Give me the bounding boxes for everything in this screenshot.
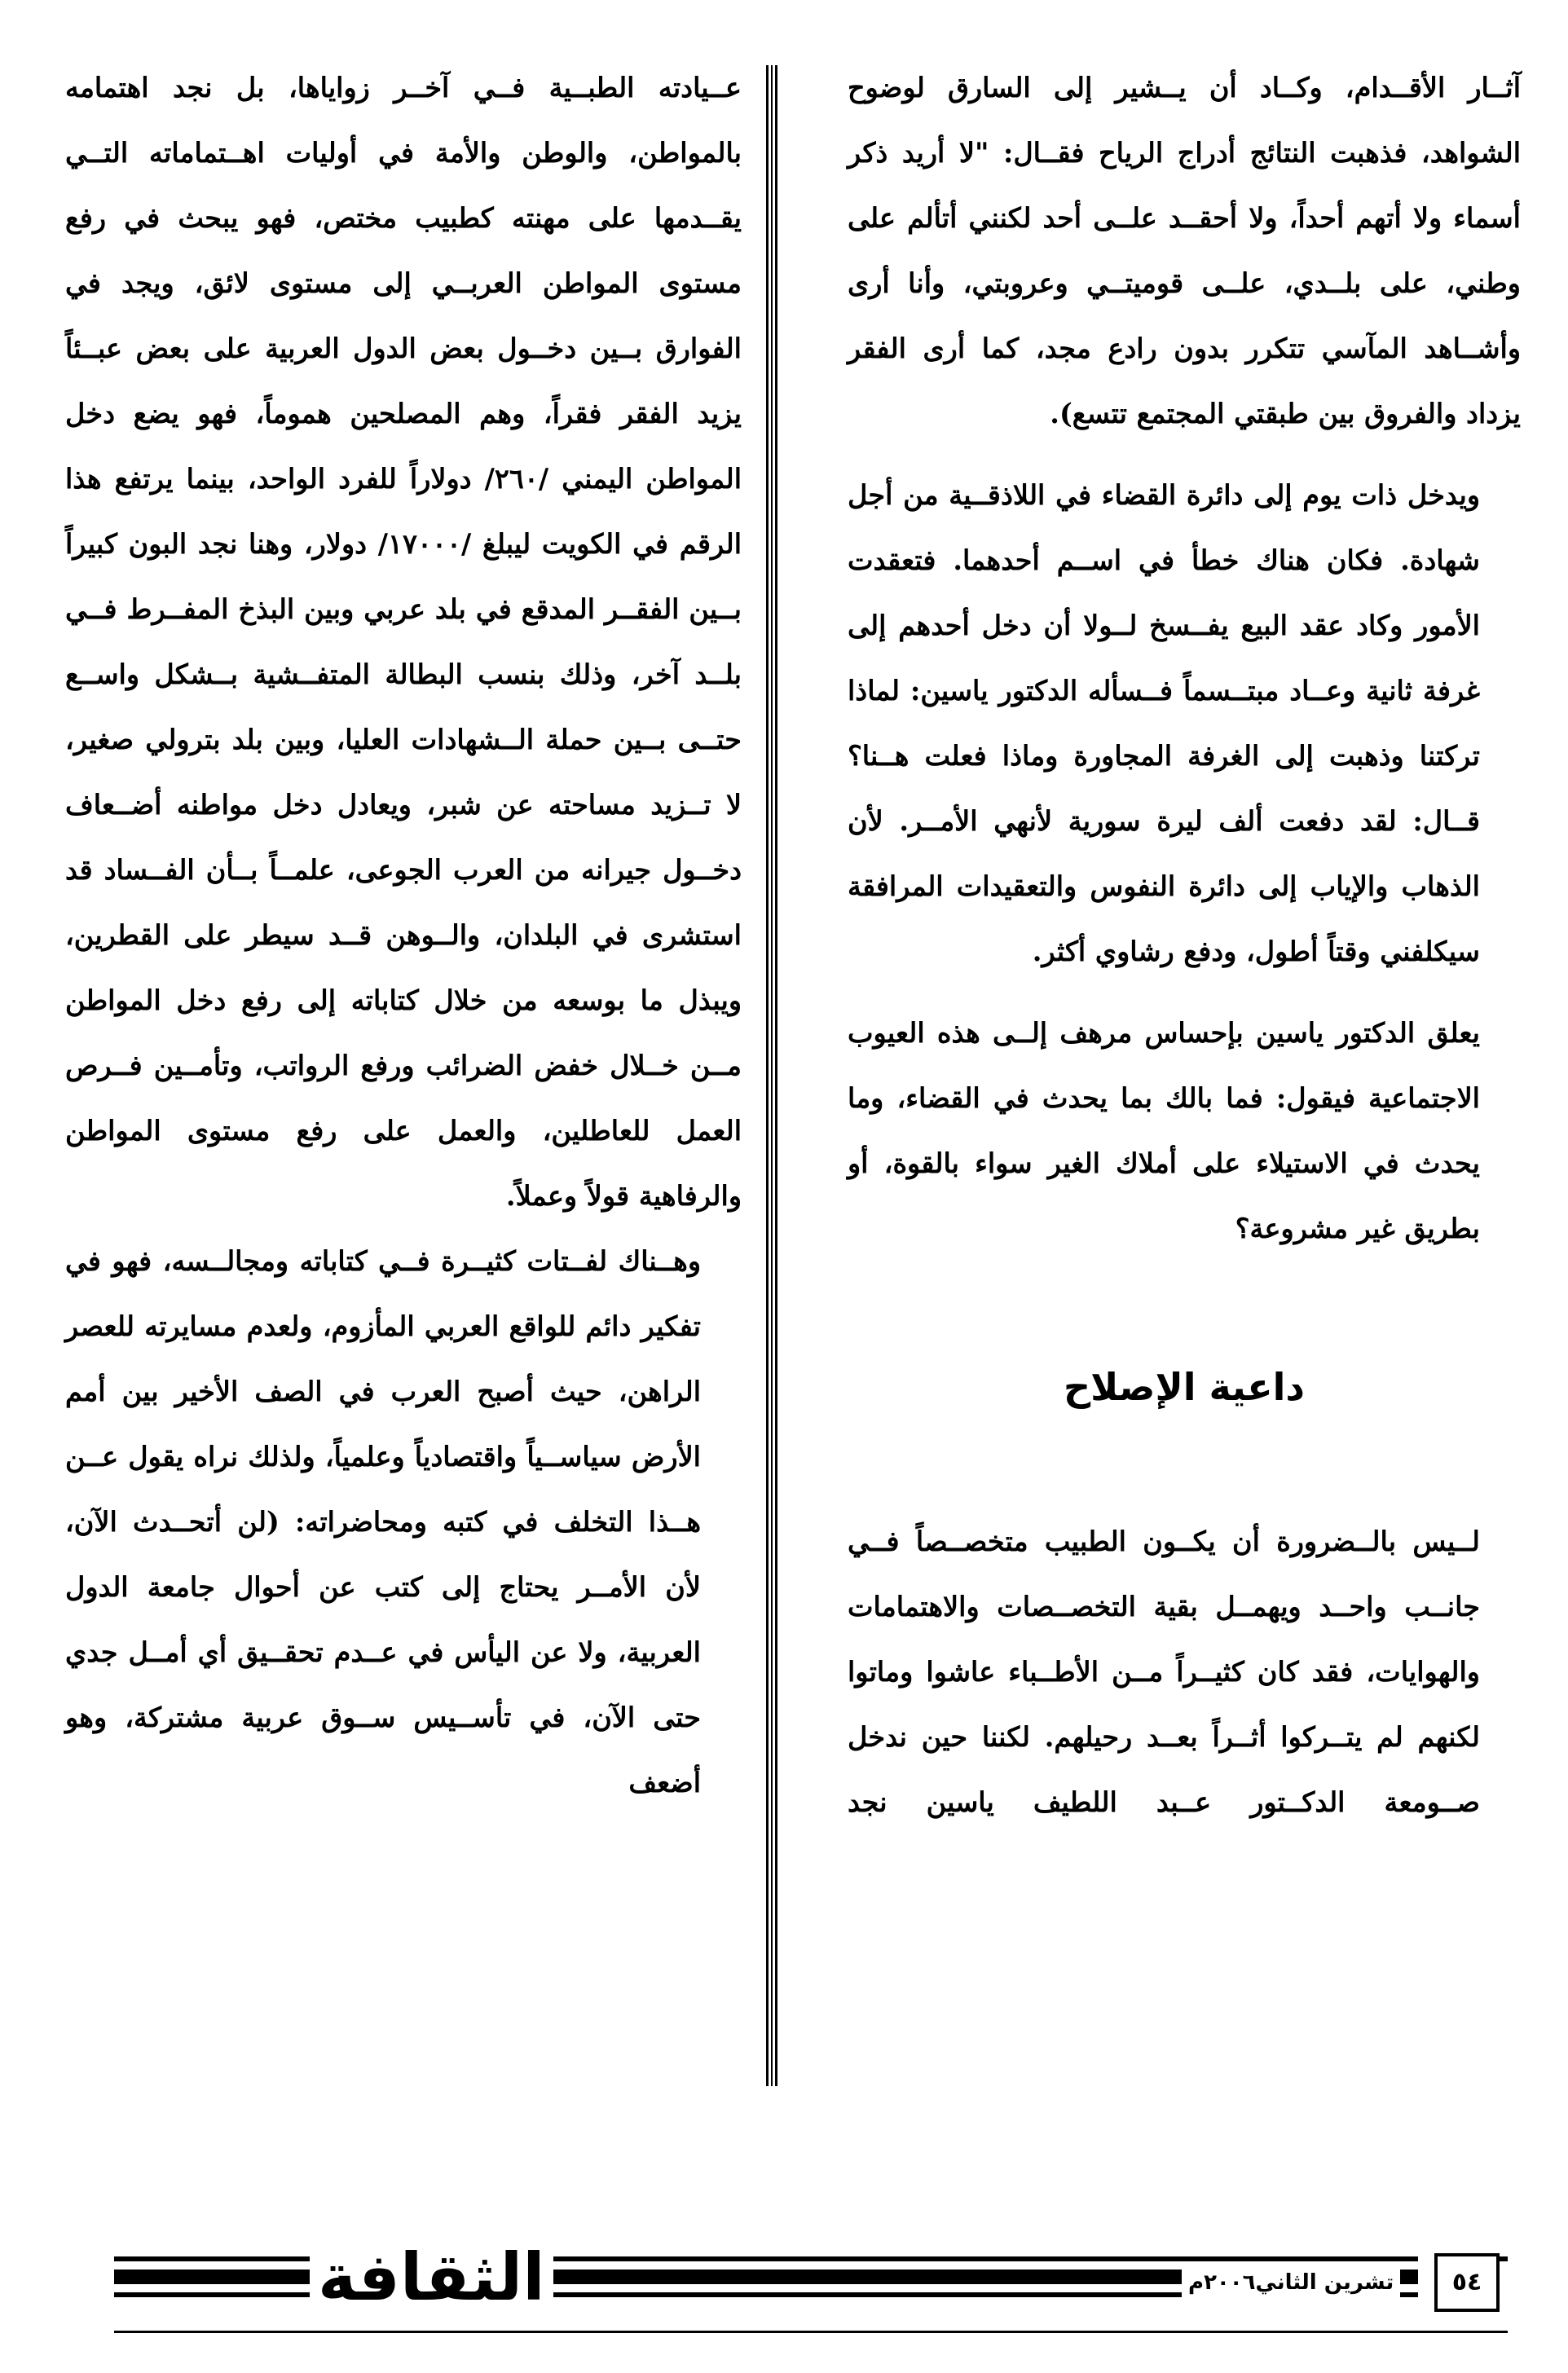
page-number: ٥٤ — [1434, 2253, 1500, 2312]
bottom-rule — [114, 2331, 1508, 2333]
paragraph: يعلق الدكتور ياسين بإحساس مرهف إلــى هذه العيوب الاجتماعية فيقول: فما بالك بما يحدث في القضاء، وما يحدث في الاستيلاء على أملاك الغير سواء بالقوة، أو بطريق غير مشروعة؟ — [848, 1017, 1480, 1244]
paragraph: آثــار الأقــدام، وكــاد أن يــشير إلى السارق لوضوح الشواهد، فذهبت النتائج أدراج الرياح فقــال: "لا أريد ذكر أسماء ولا أتهم أحداً، ولا أحقــد علــى أحد لكنني أتألم على وطني، على بلــدي، علــى قوميتــي وعروبتي، وأنا أرى وأشــاهد المآسي تتكرر بدون رادع مجد، كما أرى الفقر يزداد والفروق بين طبقتي المجتمع تتسع). — [848, 72, 1521, 429]
issue-date: تشرين الثاني٢٠٠٦م — [1182, 2266, 1400, 2299]
paragraph: عــيادته الطبــية فــي آخــر زواياها، بل نجد اهتمامه بالمواطن، والوطن والأمة في أوليات اهــتماماته التــي يقــدمها على مهنته كطبيب مختص، فهو يبحث في رفع مستوى المواطن العربــي إلى مستوى لائق، ويجد في الفوارق بــين دخــول بعض الدول العربية على بعض عبــئاً يزيد الفقر فقراً، وهم المصلحين هموماً، فهو يضع دخل المواطن اليمني /٢٦٠/ دولاراً للفرد الواحد، بينما يرتفع هذا الرقم في الكويت ليبلغ /١٧٠٠٠/ دولار، وهنا نجد البون كبيراً بــين الفقــر المدقع في بلد عربي وبين البذخ المفــرط فــي بلــد آخر، وذلك بنسب البطالة المتفــشية بــشكل واســع حتــى بــين حملة الــشهادات العليا، وبين بلد بترولي صغير، لا تــزيد مساحته عن شبر، ويعادل دخل مواطنه أضــعاف دخــول جيرانه من العرب الجوعى، علمــاً بــأن الفــساد قد استشرى في البلدان، والــوهن قــد سيطر على القطرين، ويبذل ما بوسعه من خلال كتاباته إلى رفع دخل المواطن مــن خــلال خفض الضرائب ورفع الرواتب، وتأمــين فــرص العمل للعاطلين، والعمل على رفع مستوى المواطن والرفاهية قولاً وعملاً. — [65, 72, 742, 1212]
section-heading: داعية الإصلاح — [1063, 1365, 1306, 1409]
column-divider — [766, 65, 777, 2086]
magazine-title: الثقافة — [310, 2245, 553, 2310]
footer-rule — [1500, 2256, 1508, 2261]
page-footer — [114, 2239, 1508, 2322]
paragraph: ويدخل ذات يوم إلى دائرة القضاء في اللاذقــية من أجل شهادة. فكان هناك خطأ في اســم أحدهما. فتعقدت الأمور وكاد عقد البيع يفــسخ لــولا أن دخل أحدهم إلى غرفة ثانية وعــاد مبتــسماً فــسأله الدكتور ياسين: لماذا تركتنا وذهبت إلى الغرفة المجاورة وماذا فعلت هــنا؟ قــال: لقد دفعت ألف ليرة سورية لأنهي الأمــر. لأن الذهاب والإياب إلى دائرة النفوس والتعقيدات المرافقة سيكلفني وقتاً أطول، ودفع رشاوي أكثر. — [848, 479, 1480, 967]
paragraph: وهــناك لفــتات كثيــرة فــي كتاباته ومجالــسه، فهو في تفكير دائم للواقع العربي المأزوم، ولعدم مسايرته للعصر الراهن، حيث أصبح العرب في الصف الأخير بين أمم الأرض سياســياً واقتصادياً وعلمياً، ولذلك نراه يقول عــن هــذا التخلف في كتبه ومحاضراته: (لن أتحــدث الآن، لأن الأمــر يحتاج إلى كتب عن أحوال جامعة الدول العربية، ولا عن اليأس في عــدم تحقــيق أي أمــل جدي حتى الآن، في تأســيس ســوق عربية مشتركة، وهو أضعف — [65, 1245, 701, 1798]
paragraph: لــيس بالــضرورة أن يكــون الطبيب متخصــصاً فــي جانــب واحــد ويهمــل بقية التخصــصات والاهتمامات والهوايات، فقد كان كثيــراً مــن الأطــباء عاشوا وماتوا لكنهم لم يتــركوا أثــراً بعــد رحيلهم. لكننا حين ندخل صــومعة الدكــتور عــبد اللطيف ياسين نجد — [848, 1526, 1480, 1818]
article-column-right — [848, 55, 1521, 1835]
article-column-left — [65, 55, 742, 1816]
